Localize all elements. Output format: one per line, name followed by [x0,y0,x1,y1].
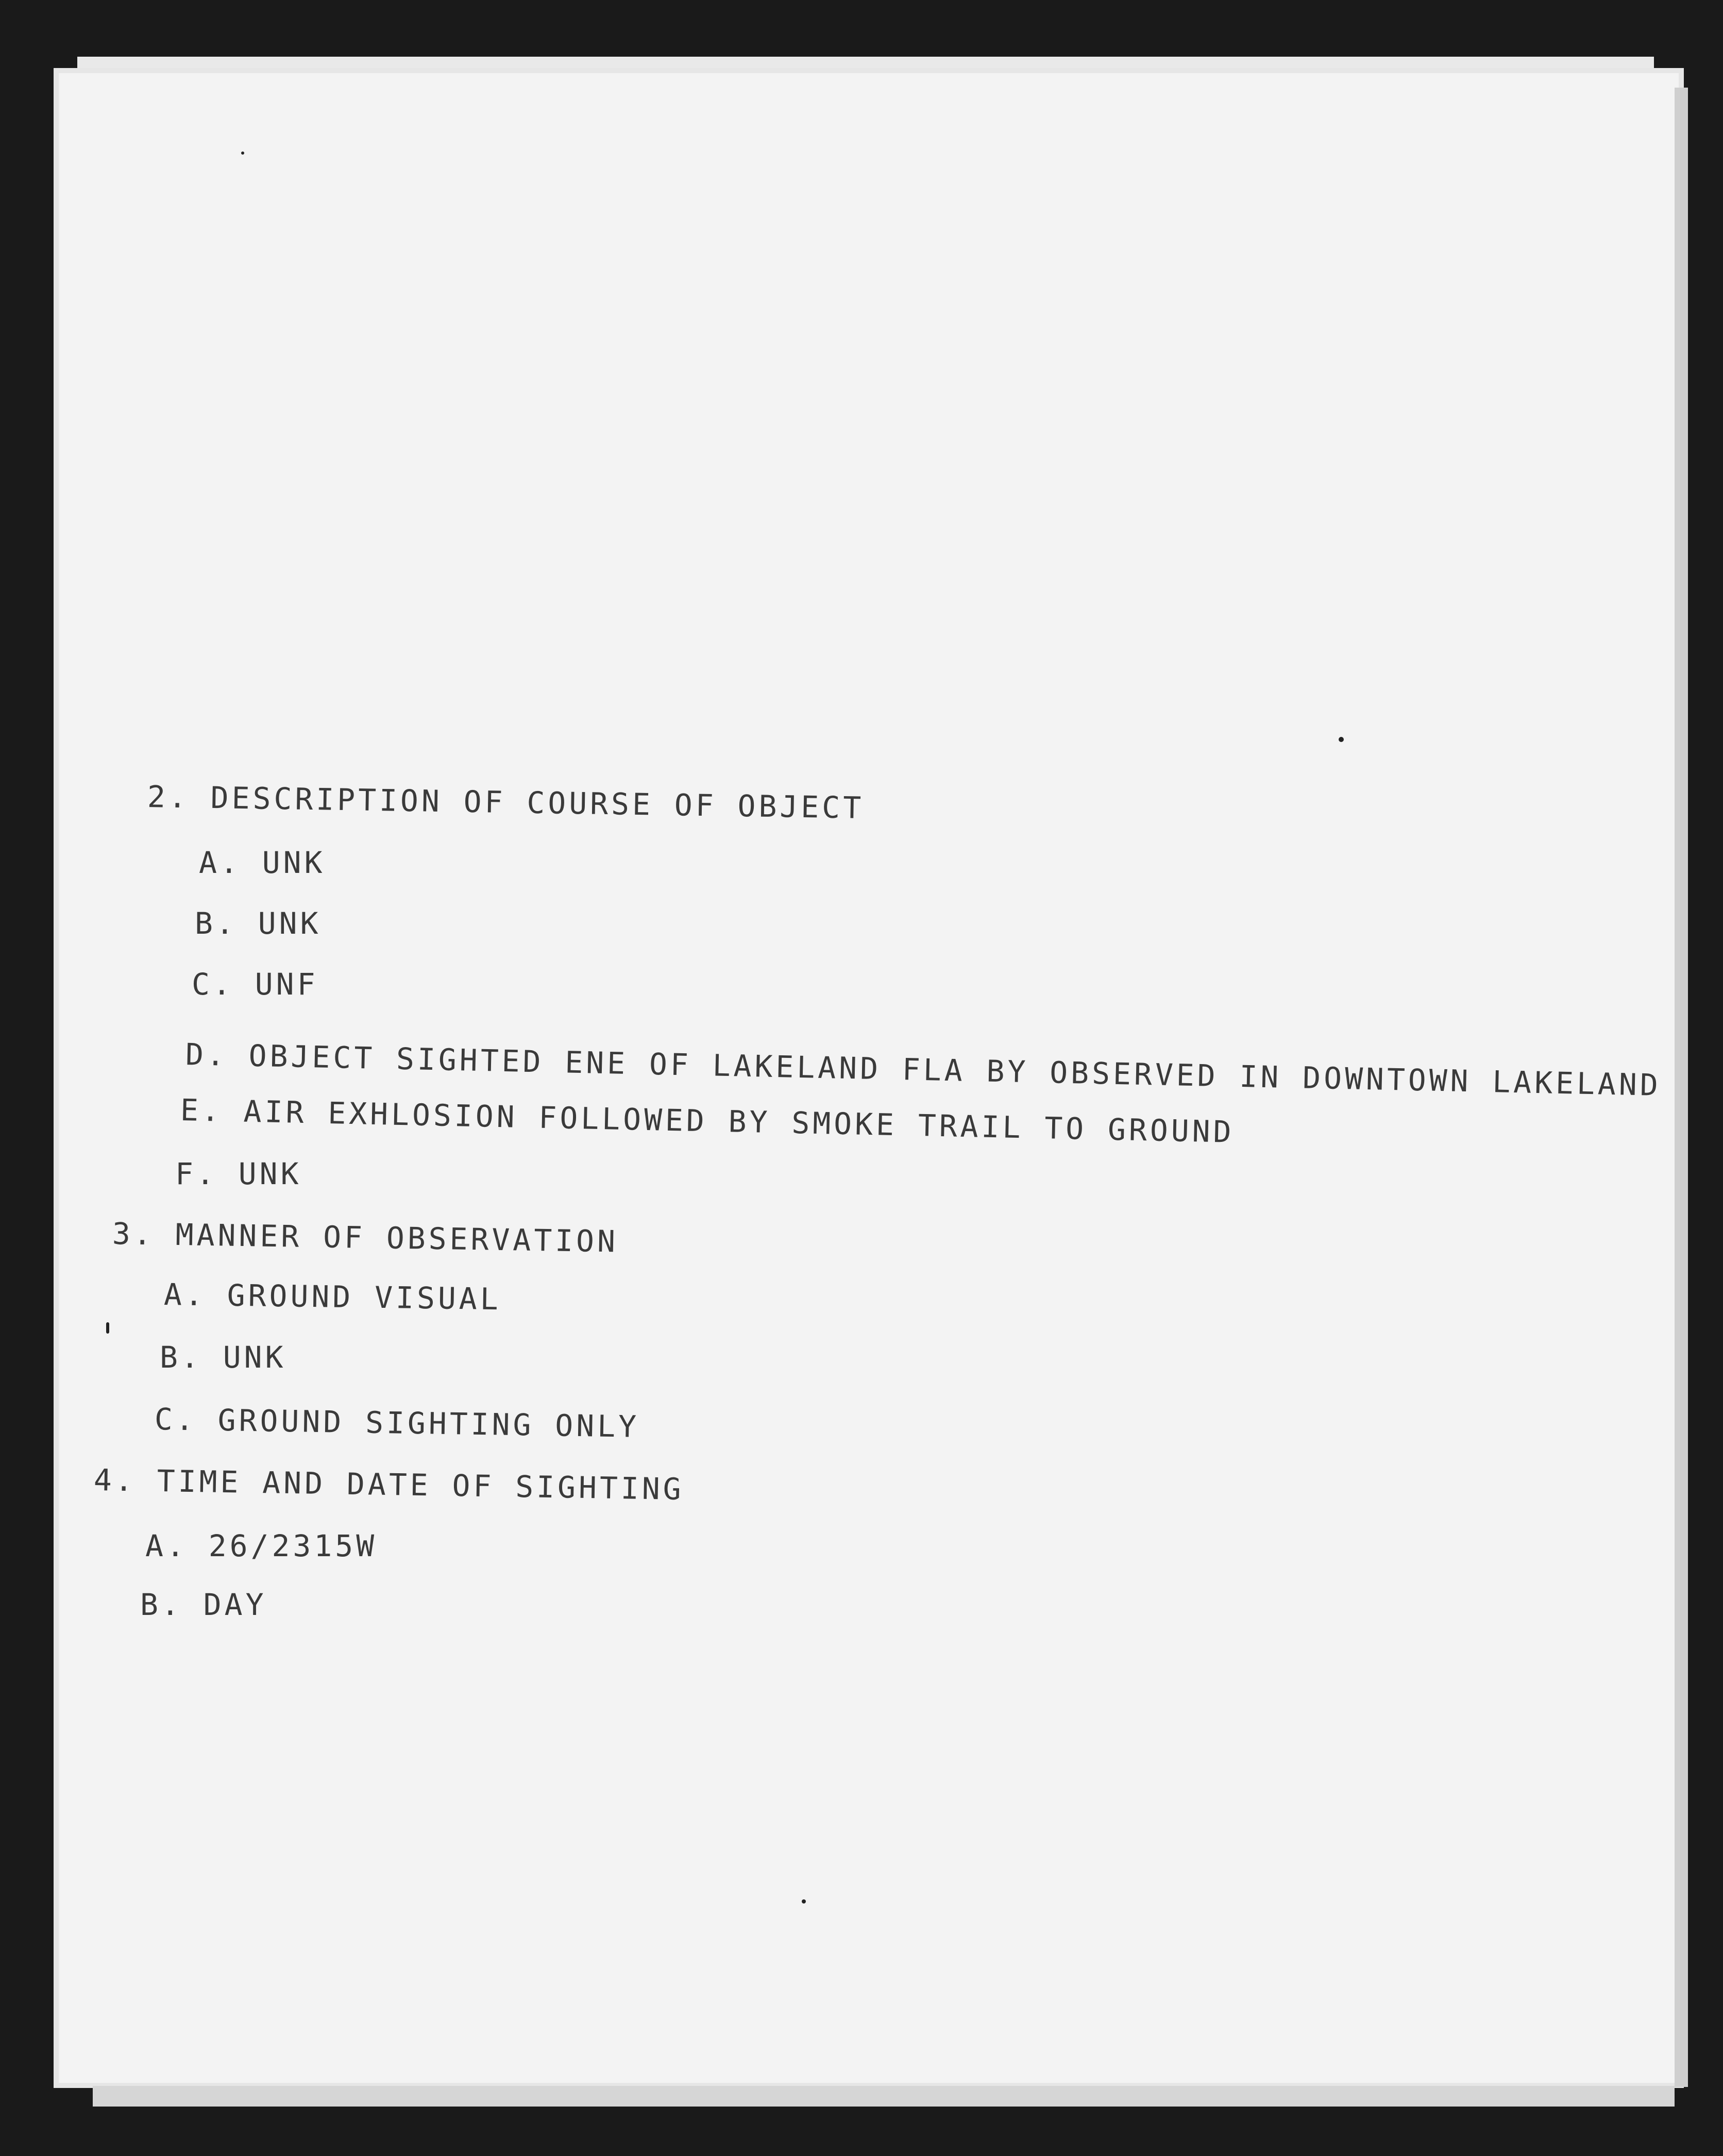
sheet-edge-bottom [93,2086,1675,2107]
section-2-item-a: A. UNK [199,845,326,880]
section-2-item-d: D. OBJECT SIGHTED ENE OF LAKELAND FLA BY OBSERVED IN DOWNTOWN LAKELAND [185,1037,1662,1103]
section-2-item-c: C. UNF [192,967,318,1002]
section-3-item-a: A. GROUND VISUAL [163,1277,502,1317]
section-4-heading: 4. TIME AND DATE OF SIGHTING [93,1462,685,1507]
section-4-item-a: A. 26/2315W [145,1528,378,1563]
section-2-item-f: F. UNK [175,1156,302,1191]
ink-speck [241,151,244,155]
section-2-heading: 2. DESCRIPTION OF COURSE OF OBJECT [147,779,865,826]
section-3-item-c: C. GROUND SIGHTING ONLY [154,1402,640,1444]
ink-speck [1339,737,1344,742]
section-2-item-b: B. UNK [195,906,322,941]
section-3-item-b: B. UNK [160,1340,286,1375]
section-3-heading: 3. MANNER OF OBSERVATION [112,1216,619,1259]
ink-speck [802,1899,806,1904]
section-4-item-b: B. DAY [140,1587,267,1622]
ink-speck [106,1322,109,1334]
sheet-edge-right [1675,88,1688,2087]
section-2-item-e: E. AIR EXHLOSION FOLLOWED BY SMOKE TRAIL TO GROUND [180,1092,1235,1150]
